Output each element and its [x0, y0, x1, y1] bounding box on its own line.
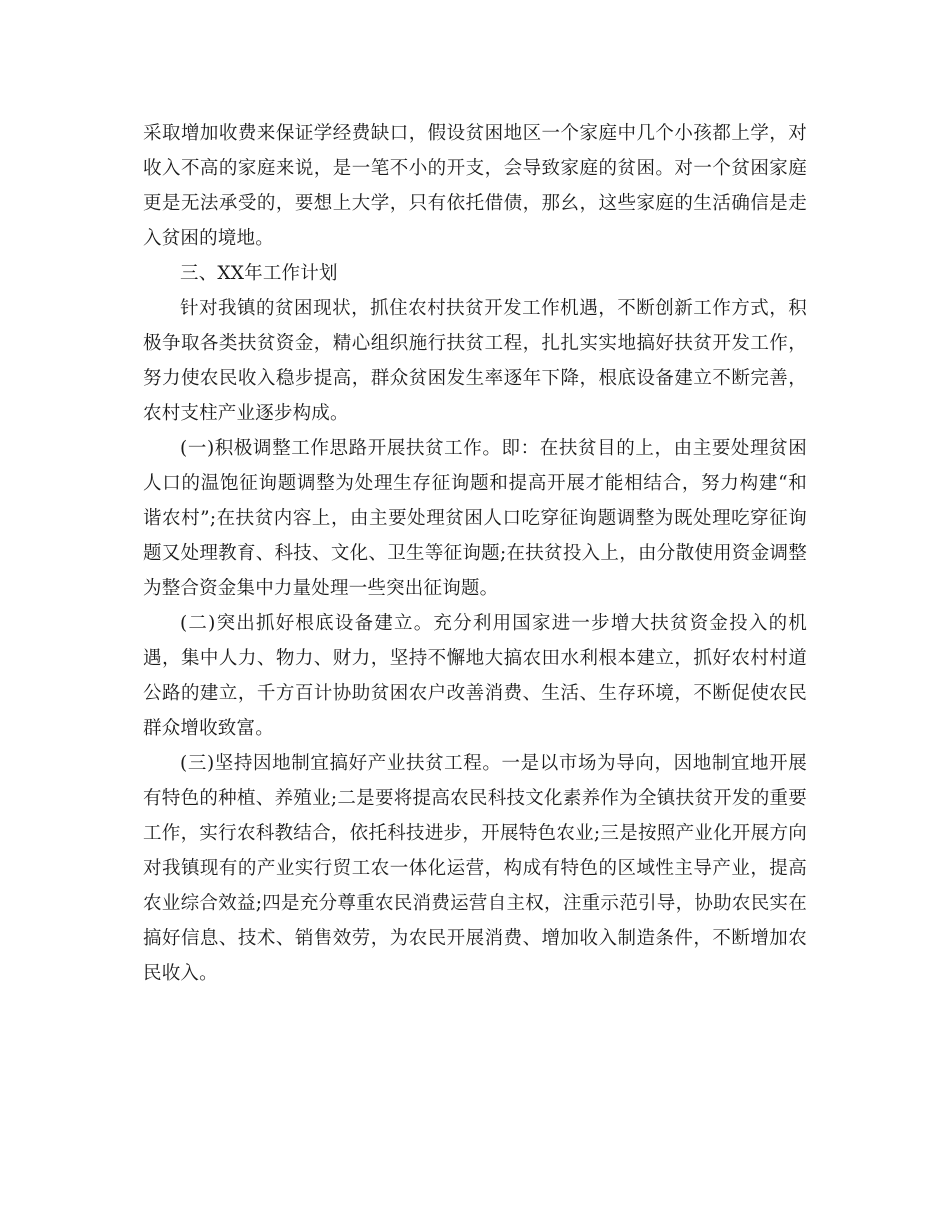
paragraph-intro-continuation: 采取增加收费来保证学经费缺口，假设贫困地区一个家庭中几个小孩都上学，对收入不高的家庭来说，是一笔不小的开支，会导致家庭的贫困。对一个贫困家庭更是无法承受的，要想上大学，只有依托借债，那幺，这些家庭的生活确信是走入贫困的境地。: [143, 123, 807, 249]
paragraph-item-three: (三)坚持因地制宜搞好产业扶贫工程。一是以市场为导向，因地制宜地开展有特色的种植、养殖业;二是要将提高农民科技文化素养作为全镇扶贫开发的重要工作，实行农科教结合，依托科技进步，开展特色农业;三是按照产业化开展方向对我镇现有的产业实行贸工农一体化运营，构成有特色的区域性主导产业，提高农业综合效益;四是充分尊重农民消费运营自主权，注重示范引导，协助农民实在搞好信息、技术、销售效劳，为农民开展消费、增加收入制造条件，不断增加农民收入。: [143, 753, 807, 984]
section-heading-work-plan: 三、XX年工作计划: [180, 263, 338, 284]
paragraph-item-one: (一)积极调整工作思路开展扶贫工作。即：在扶贫目的上，由主要处理贫困人口的温饱征询题调整为处理生存征询题和提高开展才能相结合，努力构建“和谐农村”;在扶贫内容上，由主要处理贫困人口吃穿征询题调整为既处理吃穿征询题又处理教育、科技、文化、卫生等征询题;在扶贫投入上，由分散使用资金调整为整合资金集中力量处理一些突出征询题。: [143, 438, 807, 599]
document-body: [143, 116, 807, 991]
paragraph-item-two: (二)突出抓好根底设备建立。充分利用国家进一步增大扶贫资金投入的机遇，集中人力、物力、财力，坚持不懈地大搞农田水利根本建立，抓好农村村道公路的建立，千方百计协助贫困农户改善消费、生活、生存环境，不断促使农民群众增收致富。: [143, 613, 807, 739]
paragraph-work-plan-overview: 针对我镇的贫困现状，抓住农村扶贫开发工作机遇，不断创新工作方式，积极争取各类扶贫资金，精心组织施行扶贫工程，扎扎实实地搞好扶贫开发工作，努力使农民收入稳步提高，群众贫困发生率逐年下降，根底设备建立不断完善，农村支柱产业逐步构成。: [143, 298, 807, 424]
